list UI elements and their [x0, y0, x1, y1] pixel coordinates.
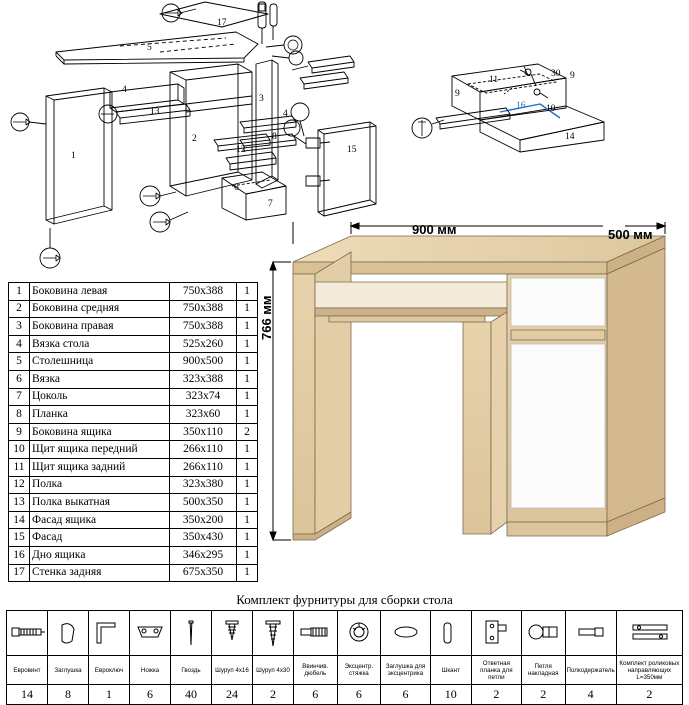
table-row — [9, 494, 258, 512]
foot-icon — [130, 611, 171, 656]
part-name: Полка выкатная — [30, 494, 170, 512]
part-size: 323x380 — [170, 476, 237, 494]
hardware-qty: 14 — [7, 685, 48, 705]
part-number: 8 — [9, 406, 30, 424]
part-name: Стенка задняя — [30, 564, 170, 582]
table-row — [9, 529, 258, 547]
part-name: Дно ящика — [30, 546, 170, 564]
part-qty: 1 — [237, 335, 258, 353]
part-number: 10 — [9, 441, 30, 459]
part-qty: 2 — [237, 423, 258, 441]
hardware-name: Комплект роликовых направляющих L=350мм — [616, 656, 682, 685]
part-size: 350x110 — [170, 423, 237, 441]
table-row — [9, 423, 258, 441]
svg-text:9: 9 — [570, 71, 575, 81]
dimension-depth: 500 мм — [608, 227, 653, 242]
part-size: 266x110 — [170, 458, 237, 476]
svg-text:11: 11 — [489, 75, 499, 85]
svg-text:5: 5 — [147, 43, 152, 53]
part-name: Вязка стола — [30, 335, 170, 353]
part-size: 266x110 — [170, 441, 237, 459]
part-number: 6 — [9, 370, 30, 388]
part-name: Щит ящика передний — [30, 441, 170, 459]
part-size: 500x350 — [170, 494, 237, 512]
eccentric-tie-icon — [337, 611, 381, 656]
part-number: 7 — [9, 388, 30, 406]
part-qty: 1 — [237, 441, 258, 459]
part-qty: 1 — [237, 353, 258, 371]
part-number: 13 — [9, 494, 30, 512]
part-qty: 1 — [237, 370, 258, 388]
part-number: 15 — [9, 529, 30, 547]
svg-text:16: 16 — [516, 101, 526, 111]
svg-text:2: 2 — [192, 134, 197, 144]
part-name: Щит ящика задний — [30, 458, 170, 476]
svg-text:17: 17 — [217, 18, 227, 28]
hinge-plate-icon — [471, 611, 521, 656]
part-size: 323x60 — [170, 406, 237, 424]
table-row — [9, 511, 258, 529]
euro-key-icon — [89, 611, 130, 656]
hardware-table — [6, 610, 683, 705]
shelf-holder-icon — [565, 611, 616, 656]
part-qty: 1 — [237, 511, 258, 529]
part-size: 750x388 — [170, 283, 237, 301]
svg-text:8: 8 — [272, 132, 277, 142]
hardware-name: Заглушка для эксцентрика — [381, 656, 431, 685]
hardware-name: Шуруп 4х16 — [212, 656, 253, 685]
table-row — [9, 458, 258, 476]
svg-text:4: 4 — [283, 109, 288, 119]
part-number: 14 — [9, 511, 30, 529]
euro-screw-icon — [7, 611, 48, 656]
part-name: Планка — [30, 406, 170, 424]
hardware-qty: 1 — [89, 685, 130, 705]
hardware-qty: 4 — [565, 685, 616, 705]
part-qty: 1 — [237, 494, 258, 512]
part-name: Боковина ящика — [30, 423, 170, 441]
hardware-qty: 2 — [521, 685, 565, 705]
hardware-qty: 24 — [212, 685, 253, 705]
part-qty: 1 — [237, 546, 258, 564]
cap-icon — [48, 611, 89, 656]
dimension-height: 766 мм — [259, 295, 274, 340]
hardware-qty: 6 — [381, 685, 431, 705]
hardware-qty: 2 — [253, 685, 294, 705]
svg-text:12: 12 — [236, 145, 246, 155]
hardware-qty: 10 — [430, 685, 471, 705]
svg-text:7: 7 — [268, 199, 273, 209]
hardware-name: Эксцентр. стяжка — [337, 656, 381, 685]
part-size: 323x74 — [170, 388, 237, 406]
svg-text:13: 13 — [150, 107, 160, 117]
svg-text:9: 9 — [455, 89, 460, 99]
part-size: 346x295 — [170, 546, 237, 564]
hardware-title: Комплект фурнитуры для сборки стола — [236, 592, 453, 607]
hardware-qty: 8 — [48, 685, 89, 705]
part-size: 900x500 — [170, 353, 237, 371]
svg-text:14: 14 — [565, 132, 575, 142]
hardware-name: Гвоздь — [171, 656, 212, 685]
hardware-name: Шкант — [430, 656, 471, 685]
table-row — [9, 318, 258, 336]
part-qty: 1 — [237, 300, 258, 318]
part-name: Фасад ящика — [30, 511, 170, 529]
parts-table — [8, 282, 258, 582]
part-qty: 1 — [237, 318, 258, 336]
table-row — [9, 353, 258, 371]
part-size: 350x430 — [170, 529, 237, 547]
nail-icon — [171, 611, 212, 656]
part-number: 1 — [9, 283, 30, 301]
dimension-width: 900 мм — [412, 222, 457, 237]
part-name: Цоколь — [30, 388, 170, 406]
part-number: 5 — [9, 353, 30, 371]
table-row — [9, 546, 258, 564]
svg-text:6: 6 — [234, 183, 239, 193]
part-name: Столешница — [30, 353, 170, 371]
part-qty: 1 — [237, 529, 258, 547]
part-number: 12 — [9, 476, 30, 494]
part-size: 675x350 — [170, 564, 237, 582]
dowel-icon — [430, 611, 471, 656]
table-row — [9, 406, 258, 424]
hardware-name: Заглушка — [48, 656, 89, 685]
part-number: 2 — [9, 300, 30, 318]
screw-4x16-icon — [212, 611, 253, 656]
hardware-name: Евроключ — [89, 656, 130, 685]
hardware-name: Евровинт — [7, 656, 48, 685]
part-number: 4 — [9, 335, 30, 353]
hardware-name: Ножка — [130, 656, 171, 685]
part-number: 9 — [9, 423, 30, 441]
hardware-qty: 6 — [294, 685, 338, 705]
part-name: Боковина средняя — [30, 300, 170, 318]
part-size: 750x388 — [170, 318, 237, 336]
eccentric-cap-icon — [381, 611, 431, 656]
hardware-name: Полкодержатель — [565, 656, 616, 685]
part-name: Боковина левая — [30, 283, 170, 301]
part-number: 3 — [9, 318, 30, 336]
hardware-name-row — [7, 656, 683, 685]
table-row — [9, 335, 258, 353]
roller-guide-icon — [616, 611, 682, 656]
svg-text:3: 3 — [259, 94, 264, 104]
desk-render — [255, 222, 685, 562]
hardware-name: Ответная планка для петли — [471, 656, 521, 685]
hardware-name: Шуруп 4х30 — [253, 656, 294, 685]
table-row — [9, 300, 258, 318]
screw-4x30-icon — [253, 611, 294, 656]
hardware-icon-row — [7, 611, 683, 656]
hardware-qty-row — [7, 685, 683, 705]
part-size: 350x200 — [170, 511, 237, 529]
part-qty: 1 — [237, 406, 258, 424]
part-qty: 1 — [237, 458, 258, 476]
part-number: 11 — [9, 458, 30, 476]
svg-text:30: 30 — [551, 69, 561, 79]
part-name: Вязка — [30, 370, 170, 388]
svg-text:4: 4 — [122, 85, 127, 95]
part-name: Полка — [30, 476, 170, 494]
part-size: 323x388 — [170, 370, 237, 388]
table-row — [9, 388, 258, 406]
table-row — [9, 564, 258, 582]
part-size: 525x260 — [170, 335, 237, 353]
table-row — [9, 476, 258, 494]
hardware-name: Ввинчив. дюбель — [294, 656, 338, 685]
svg-text:10: 10 — [546, 104, 556, 114]
part-qty: 1 — [237, 476, 258, 494]
hardware-qty: 2 — [616, 685, 682, 705]
part-qty: 1 — [237, 388, 258, 406]
overlay-hinge-icon — [521, 611, 565, 656]
svg-text:15: 15 — [347, 145, 357, 155]
hardware-qty: 40 — [171, 685, 212, 705]
svg-text:1: 1 — [71, 151, 76, 161]
part-name: Фасад — [30, 529, 170, 547]
table-row — [9, 441, 258, 459]
hardware-qty: 6 — [130, 685, 171, 705]
part-number: 16 — [9, 546, 30, 564]
part-name: Боковина правая — [30, 318, 170, 336]
table-row — [9, 370, 258, 388]
hardware-qty: 2 — [471, 685, 521, 705]
part-qty: 1 — [237, 283, 258, 301]
dowel-screw-icon — [294, 611, 338, 656]
hardware-name: Петля накладная — [521, 656, 565, 685]
table-row — [9, 283, 258, 301]
part-qty: 1 — [237, 564, 258, 582]
hardware-qty: 6 — [337, 685, 381, 705]
part-number: 17 — [9, 564, 30, 582]
part-size: 750x388 — [170, 300, 237, 318]
